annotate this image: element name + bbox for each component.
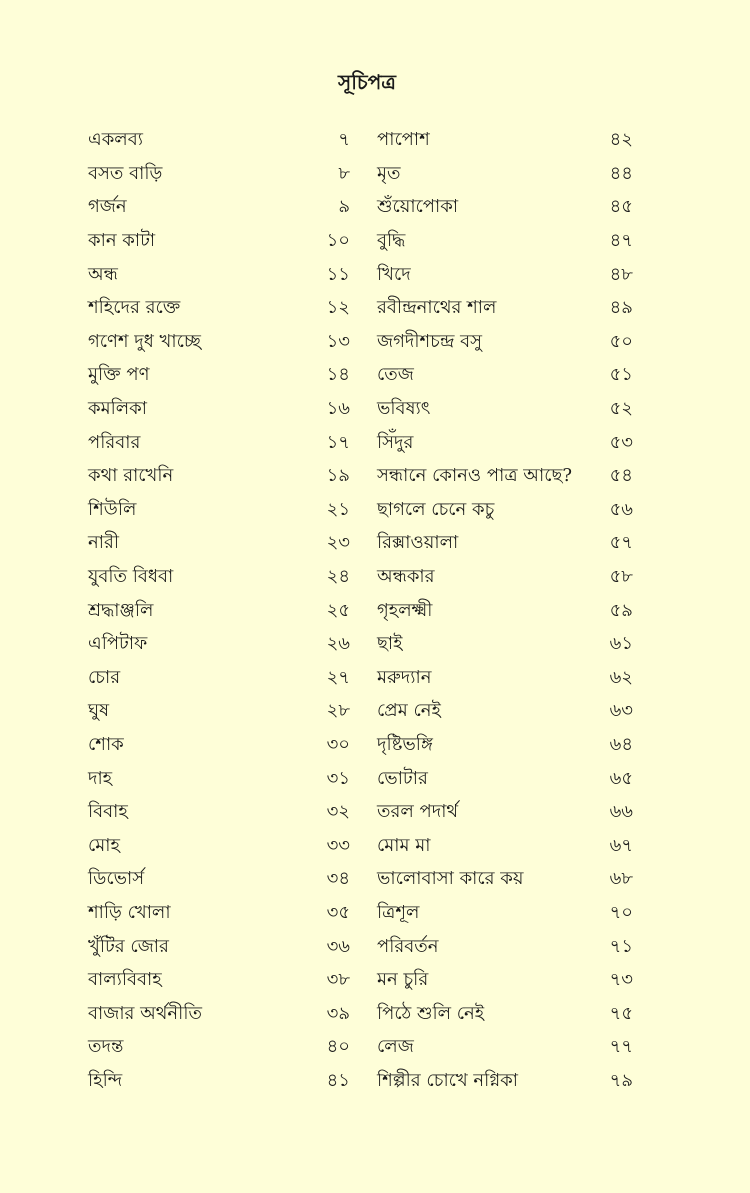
toc-entry: [377, 1031, 633, 1065]
toc-entry-title: শ্রদ্ধাঞ্জলি: [88, 599, 154, 621]
page-title: সূচিপত্র: [338, 70, 396, 94]
toc-entry-page-number: ৩০: [326, 733, 350, 755]
toc-entry: [88, 292, 350, 326]
toc-entry: [88, 930, 350, 964]
toc-entry-page-number: ৫০: [609, 330, 633, 352]
toc-entry: [88, 594, 350, 628]
toc-entry-page-number: ৬৩: [609, 700, 633, 722]
toc-entry-title: ভোটার: [377, 767, 428, 789]
toc-column-left: [88, 124, 350, 1098]
toc-entry: [377, 158, 633, 192]
toc-entry-title: তেজ: [377, 364, 414, 386]
toc-entry: [88, 1065, 350, 1099]
toc-entry-page-number: ৩৬: [326, 935, 350, 957]
toc-entry-title: শিল্পীর চোখে নগ্নিকা: [377, 1069, 518, 1091]
toc-entry-title: ঘুষ: [88, 700, 110, 722]
toc-entry-title: মন চুরি: [377, 969, 429, 991]
toc-entry: [88, 1031, 350, 1065]
toc-entry-page-number: ৭০: [609, 901, 633, 923]
toc-entry-title: মোম মা: [377, 834, 431, 856]
toc-entry: [377, 561, 633, 595]
toc-entry-title: পরিবর্তন: [377, 935, 439, 957]
toc-entry: [377, 460, 633, 494]
toc-entry-page-number: ৫৭: [609, 532, 633, 554]
toc-entry-title: প্রেম নেই: [377, 700, 441, 722]
toc-entry: [377, 292, 633, 326]
toc-entry-title: তদন্ত: [88, 1036, 124, 1058]
toc-entry-page-number: ১৭: [326, 431, 350, 453]
table-of-contents: [88, 124, 633, 1098]
toc-entry-page-number: ৯: [338, 196, 350, 218]
toc-entry-page-number: ৩২: [326, 801, 350, 823]
toc-entry-title: মোহ: [88, 834, 120, 856]
toc-entry-page-number: ৪৪: [609, 162, 633, 184]
toc-entry-title: খুঁটির জোর: [88, 935, 169, 957]
toc-entry: [377, 393, 633, 427]
toc-entry: [88, 662, 350, 696]
toc-entry-page-number: ৬১: [609, 633, 633, 655]
toc-entry-page-number: ৫৯: [609, 599, 633, 621]
toc-entry-title: শহিদের রক্তে: [88, 297, 181, 319]
toc-entry-title: তরল পদার্থ: [377, 801, 459, 823]
toc-entry-title: গর্জন: [88, 196, 127, 218]
toc-entry-page-number: ২১: [326, 498, 350, 520]
toc-entry-title: পিঠে শুলি নেই: [377, 1002, 485, 1024]
toc-entry: [377, 796, 633, 830]
toc-entry: [377, 1065, 633, 1099]
toc-entry-page-number: ৩৯: [326, 1002, 350, 1024]
toc-entry: [377, 829, 633, 863]
toc-entry-title: ভালোবাসা কারে কয়: [377, 868, 524, 890]
toc-entry-page-number: ১২: [326, 297, 350, 319]
toc-entry-page-number: ৮: [338, 162, 350, 184]
toc-entry-title: অন্ধ: [88, 263, 118, 285]
toc-entry-page-number: ৬৭: [609, 834, 633, 856]
toc-entry: [377, 930, 633, 964]
toc-entry-page-number: ৭৭: [609, 1036, 633, 1058]
toc-entry-title: শোক: [88, 733, 124, 755]
toc-entry: [377, 662, 633, 696]
toc-entry: [377, 897, 633, 931]
toc-entry: [377, 527, 633, 561]
toc-entry-page-number: ৭৯: [609, 1069, 633, 1091]
toc-entry: [88, 225, 350, 259]
toc-entry-page-number: ২৭: [326, 666, 350, 688]
toc-entry: [377, 594, 633, 628]
toc-entry: [88, 695, 350, 729]
toc-entry-page-number: ১৬: [326, 398, 350, 420]
toc-entry-page-number: ৭৩: [609, 969, 633, 991]
toc-entry: [88, 897, 350, 931]
toc-entry-page-number: ৬৮: [609, 868, 633, 890]
toc-entry: [377, 762, 633, 796]
toc-entry-page-number: ২৩: [326, 532, 350, 554]
toc-entry: [377, 326, 633, 360]
toc-entry-title: দাহ: [88, 767, 113, 789]
toc-entry: [88, 796, 350, 830]
toc-entry-title: অন্ধকার: [377, 566, 435, 588]
toc-entry: [377, 729, 633, 763]
toc-entry-page-number: ৫৪: [609, 465, 633, 487]
toc-entry-title: পরিবার: [88, 431, 141, 453]
toc-entry-title: এপিটাফ: [88, 633, 148, 655]
toc-entry-title: কান কাটা: [88, 230, 156, 252]
toc-entry-title: কথা রাখেনি: [88, 465, 174, 487]
toc-entry-page-number: ৬৫: [609, 767, 633, 789]
toc-entry-title: খিদে: [377, 263, 411, 285]
toc-entry: [377, 494, 633, 528]
toc-entry: [88, 829, 350, 863]
toc-entry-page-number: ৭১: [609, 935, 633, 957]
toc-entry: [88, 191, 350, 225]
toc-entry-title: নারী: [88, 532, 120, 554]
toc-entry-page-number: ৩৫: [326, 901, 350, 923]
toc-entry-page-number: ৬২: [609, 666, 633, 688]
toc-entry: [377, 124, 633, 158]
toc-entry-title: বিবাহ: [88, 801, 128, 823]
toc-entry-page-number: ২৬: [326, 633, 350, 655]
toc-entry: [88, 762, 350, 796]
toc-entry: [377, 628, 633, 662]
toc-entry-page-number: ৫৩: [609, 431, 633, 453]
toc-entry-page-number: ২৮: [326, 700, 350, 722]
toc-entry-page-number: ৫১: [609, 364, 633, 386]
toc-entry-title: জগদীশচন্দ্র বসু: [377, 330, 483, 352]
toc-entry-page-number: ১৪: [326, 364, 350, 386]
toc-entry-page-number: ৭৫: [609, 1002, 633, 1024]
toc-entry: [88, 997, 350, 1031]
toc-entry-page-number: ৫৮: [609, 566, 633, 588]
toc-entry-page-number: ৭: [338, 129, 350, 151]
toc-entry-title: বুদ্ধি: [377, 230, 406, 252]
toc-entry-page-number: ১১: [326, 263, 350, 285]
toc-entry-page-number: ৪৭: [609, 230, 633, 252]
toc-entry-page-number: ৪৫: [609, 196, 633, 218]
toc-entry-title: ডিভোর্স: [88, 868, 145, 890]
toc-entry-title: ভবিষ্যৎ: [377, 398, 431, 420]
toc-entry: [88, 359, 350, 393]
toc-entry-page-number: ১৩: [326, 330, 350, 352]
toc-column-right: [377, 124, 633, 1098]
toc-entry: [88, 124, 350, 158]
toc-entry-title: ছাই: [377, 633, 403, 655]
toc-entry-title: যুবতি বিধবা: [88, 566, 174, 588]
toc-entry-page-number: ৫৬: [609, 498, 633, 520]
toc-entry-title: বসত বাড়ি: [88, 162, 163, 184]
toc-entry-title: সন্ধানে কোনও পাত্র আছে?: [377, 465, 573, 487]
toc-entry-page-number: ৪৯: [609, 297, 633, 319]
toc-entry-page-number: ৫২: [609, 398, 633, 420]
toc-entry: [88, 729, 350, 763]
toc-entry: [377, 191, 633, 225]
toc-entry: [377, 225, 633, 259]
toc-entry-page-number: ৩৮: [326, 969, 350, 991]
toc-entry: [377, 863, 633, 897]
toc-entry-title: রিক্সাওয়ালা: [377, 532, 459, 554]
toc-entry-title: শুঁয়োপোকা: [377, 196, 459, 218]
toc-entry-title: বাজার অর্থনীতি: [88, 1002, 202, 1024]
toc-entry: [88, 628, 350, 662]
toc-entry-title: সিঁদুর: [377, 431, 414, 453]
toc-entry-title: লেজ: [377, 1036, 414, 1058]
toc-entry: [377, 258, 633, 292]
toc-entry-page-number: ১০: [326, 230, 350, 252]
toc-entry-page-number: ৪২: [609, 129, 633, 151]
toc-entry-title: রবীন্দ্রনাথের শাল: [377, 297, 497, 319]
toc-entry-title: পাপোশ: [377, 129, 430, 151]
toc-entry-page-number: ৩৪: [326, 868, 350, 890]
toc-entry-title: মুক্তি পণ: [88, 364, 150, 386]
toc-entry-title: গণেশ দুধ খাচ্ছে: [88, 330, 201, 352]
toc-entry-page-number: ৪০: [326, 1036, 350, 1058]
toc-entry: [88, 426, 350, 460]
toc-entry-title: দৃষ্টিভঙ্গি: [377, 733, 433, 755]
toc-entry-page-number: ৬৬: [609, 801, 633, 823]
toc-entry: [88, 527, 350, 561]
toc-entry-page-number: ২৫: [326, 599, 350, 621]
toc-entry-title: কমলিকা: [88, 398, 147, 420]
toc-entry: [88, 258, 350, 292]
toc-entry-title: ত্রিশূল: [377, 901, 420, 923]
toc-entry: [377, 964, 633, 998]
toc-entry-title: বাল্যবিবাহ: [88, 969, 162, 991]
toc-entry: [88, 561, 350, 595]
toc-entry-title: হিন্দি: [88, 1069, 123, 1091]
toc-entry: [88, 460, 350, 494]
toc-entry-title: একলব্য: [88, 129, 143, 151]
toc-entry: [377, 426, 633, 460]
toc-entry: [88, 158, 350, 192]
toc-entry-title: শিউলি: [88, 498, 137, 520]
toc-entry-page-number: ৩১: [326, 767, 350, 789]
toc-entry: [88, 494, 350, 528]
toc-entry-title: শাড়ি খোলা: [88, 901, 171, 923]
toc-entry-page-number: ৩৩: [326, 834, 350, 856]
toc-entry: [88, 863, 350, 897]
toc-entry: [88, 393, 350, 427]
toc-entry-title: মৃত: [377, 162, 401, 184]
toc-entry-page-number: ১৯: [326, 465, 350, 487]
toc-entry: [88, 964, 350, 998]
toc-entry-page-number: ৪৮: [609, 263, 633, 285]
toc-entry-title: ছাগলে চেনে কচু: [377, 498, 495, 520]
toc-entry: [377, 997, 633, 1031]
toc-entry-page-number: ২৪: [326, 566, 350, 588]
toc-entry: [88, 326, 350, 360]
toc-entry-title: চোর: [88, 666, 121, 688]
toc-entry-page-number: ৬৪: [609, 733, 633, 755]
toc-entry: [377, 695, 633, 729]
toc-entry-page-number: ৪১: [326, 1069, 350, 1091]
toc-entry: [377, 359, 633, 393]
toc-entry-title: মরুদ্যান: [377, 666, 432, 688]
toc-entry-title: গৃহলক্ষ্মী: [377, 599, 433, 621]
